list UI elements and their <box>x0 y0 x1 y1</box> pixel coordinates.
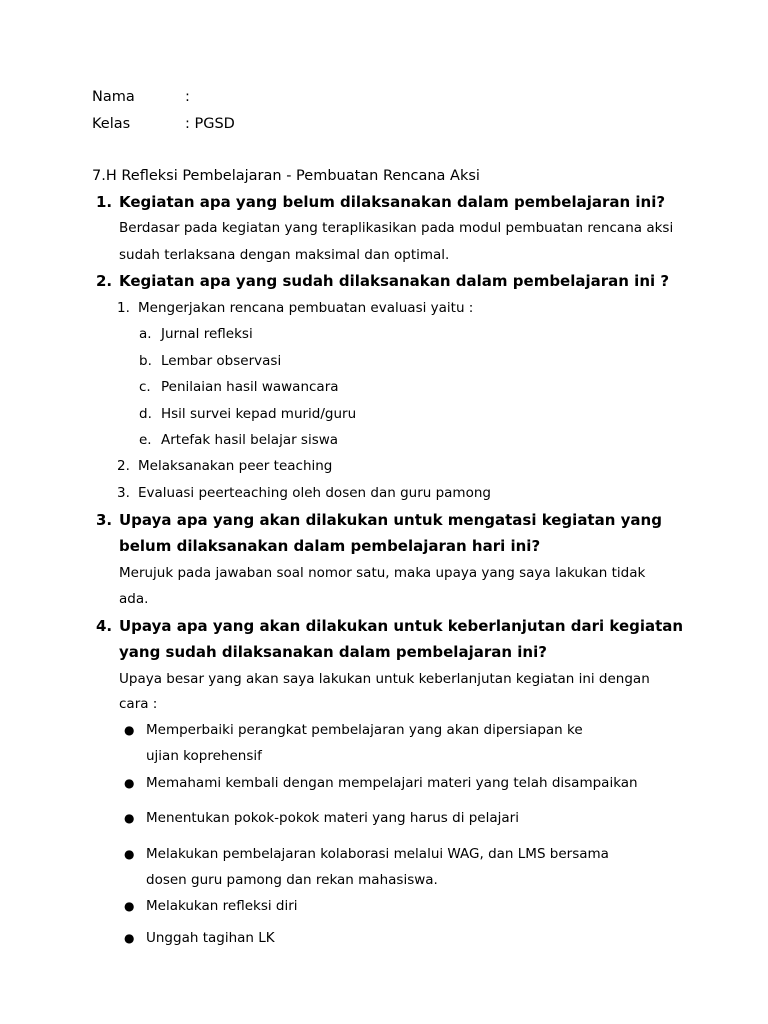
bullet-item: dosen guru pamong dan rekan mahasiswa. <box>146 872 438 888</box>
answer-line: Merujuk pada jawaban soal nomor satu, maka upaya yang saya lakukan tidak <box>119 565 646 581</box>
answer-line: Upaya besar yang akan saya lakukan untuk keberlanjutan kegiatan ini dengan <box>119 671 650 687</box>
bullet-item: Menentukan pokok-pokok materi yang harus di pelajari <box>146 810 519 826</box>
bullet-item: Melakukan refleksi diri <box>146 898 298 914</box>
bullet-icon: ● <box>124 931 135 945</box>
answer-line: ada. <box>119 591 149 607</box>
nama-label: Nama <box>92 89 135 105</box>
question-number: 2. <box>96 272 113 290</box>
list-item: Mengerjakan rencana pembuatan evaluasi yaitu : <box>138 300 474 316</box>
sublist-letter: a. <box>139 326 152 342</box>
question-text: Upaya apa yang akan dilakukan untuk mengatasi kegiatan yang <box>119 511 662 529</box>
sublist-letter: b. <box>139 353 152 369</box>
bullet-icon: ● <box>124 723 135 737</box>
answer-line: sudah terlaksana dengan maksimal dan optimal. <box>119 247 450 263</box>
section-title: 7.H Refleksi Pembelajaran - Pembuatan Rencana Aksi <box>92 168 480 184</box>
bullet-icon: ● <box>124 899 135 913</box>
question-number: 4. <box>96 617 113 635</box>
bullet-item: Memahami kembali dengan mempelajari materi yang telah disampaikan <box>146 775 638 791</box>
sublist-item: Lembar observasi <box>161 353 282 369</box>
nama-separator: : <box>185 89 190 105</box>
answer-line: Berdasar pada kegiatan yang teraplikasikan pada modul pembuatan rencana aksi <box>119 220 674 236</box>
sublist-letter: d. <box>139 406 152 422</box>
sublist-letter: e. <box>139 432 152 448</box>
answer-line: cara : <box>119 696 158 712</box>
question-text: yang sudah dilaksanakan dalam pembelajaran ini? <box>119 643 547 661</box>
bullet-item: ujian koprehensif <box>146 748 262 764</box>
list-number: 1. <box>117 300 130 316</box>
bullet-item: Memperbaiki perangkat pembelajaran yang akan dipersiapan ke <box>146 722 583 738</box>
sublist-letter: c. <box>139 379 151 395</box>
bullet-icon: ● <box>124 811 135 825</box>
question-text: Kegiatan apa yang belum dilaksanakan dalam pembelajaran ini? <box>119 193 666 211</box>
sublist-item: Penilaian hasil wawancara <box>161 379 339 395</box>
question-number: 1. <box>96 193 113 211</box>
question-text: Upaya apa yang akan dilakukan untuk keberlanjutan dari kegiatan <box>119 617 684 635</box>
question-text: belum dilaksanakan dalam pembelajaran hari ini? <box>119 537 541 555</box>
sublist-item: Jurnal refleksi <box>161 326 253 342</box>
bullet-item: Melakukan pembelajaran kolaborasi melalui WAG, dan LMS bersama <box>146 846 609 862</box>
question-text: Kegiatan apa yang sudah dilaksanakan dalam pembelajaran ini ? <box>119 272 670 290</box>
bullet-icon: ● <box>124 776 135 790</box>
sublist-item: Artefak hasil belajar siswa <box>161 432 339 448</box>
list-number: 3. <box>117 485 130 501</box>
question-number: 3. <box>96 511 113 529</box>
bullet-item: Unggah tagihan LK <box>146 930 275 946</box>
list-item: Evaluasi peerteaching oleh dosen dan guru pamong <box>138 485 491 501</box>
kelas-value: : PGSD <box>185 116 235 132</box>
bullet-icon: ● <box>124 847 135 861</box>
list-item: Melaksanakan peer teaching <box>138 458 333 474</box>
list-number: 2. <box>117 458 130 474</box>
sublist-item: Hsil survei kepad murid/guru <box>161 406 357 422</box>
kelas-label: Kelas <box>92 116 131 132</box>
